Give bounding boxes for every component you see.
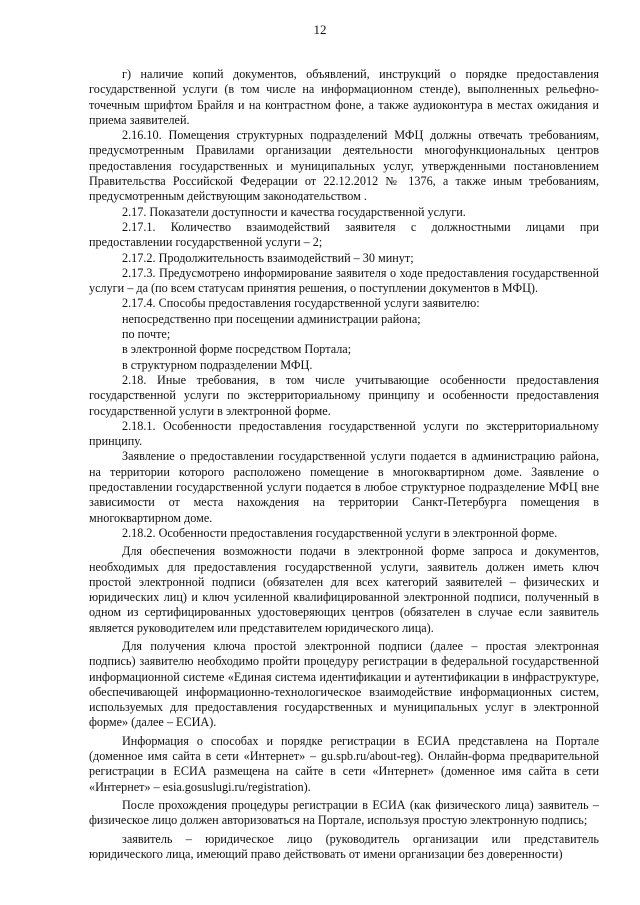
paragraph: Заявление о предоставлении государственной услуги подается в администрацию района, на территории которого расположено помещение в многоквартирном доме. Заявление о предоставлении государственной услуги подается в любое структурное подразделение МФЦ вне зависимости от места нахождения на территории Санкт-Петербурга помещения в многоквартирном доме. (89, 449, 599, 525)
paragraph: 2.17.4. Способы предоставления государственной услуги заявителю: (122, 296, 480, 311)
list-item: в структурном подразделении МФЦ. (122, 357, 313, 372)
paragraph: 2.18. Иные требования, в том числе учитывающие особенности предоставления государственной услуги по экстерриториальному принципу и особенности предоставления государственной услуги в электронной форме. (89, 372, 599, 418)
list-item: непосредственно при посещении администрации района; (122, 311, 421, 326)
paragraph: заявитель – юридическое лицо (руководитель организации или представитель юридического лица, имеющий право действовать от имени организации без доверенности) (89, 831, 599, 861)
paragraph: 2.18.1. Особенности предоставления государственной услуги по экстерриториальному принципу. (89, 418, 599, 449)
paragraph: Для обеспечения возможности подачи в электронной форме запроса и документов, необходимых для предоставления государственной услуги, заявитель должен иметь ключ простой электронной подписи (обязателен для всех категорий заявителей – физических и юридических лиц) и ключ усиленной квалифицированной электронной подписи, полученный в одном из сертифицированных удостоверяющих центров (обязателен в случае если заявитель является руководителем или представителем юридического лица). (89, 544, 599, 635)
paragraph: 2.17.1. Количество взаимодействий заявителя с должностными лицами при предоставлении государственной услуги – 2; (89, 219, 599, 250)
paragraph: г) наличие копий документов, объявлений, инструкций о порядке предоставления государственной услуги (в том числе на информационном стенде), выполненных рельефно-точечным шрифтом Брайля и на контрастном фоне, а также аудиоконтура в местах ожидания и приема заявителей. (89, 67, 599, 127)
paragraph: 2.17.2. Продолжительность взаимодействий – 30 минут; (122, 250, 414, 265)
paragraph: 2.18.2. Особенности предоставления государственной услуги в электронной форме. (122, 525, 558, 540)
paragraph: 2.16.10. Помещения структурных подразделений МФЦ должны отвечать требованиям, предусмотренным Правилами организации деятельности многофункциональных центров предоставления государственных и муниципальных услуг, утвержденными постановлением Правительства Российской Федерации от 22.12.2012 № 1376, а также иным требованиям, предусмотренным действующим законодательством . (89, 128, 599, 204)
page-number: 12 (313, 22, 327, 37)
list-item: по почте; (122, 327, 171, 342)
paragraph: 2.17.3. Предусмотрено информирование заявителя о ходе предоставления государственной услуги – да (по всем статусам принятия решения, о поступлении документов в МФЦ). (89, 265, 599, 296)
paragraph: Для получения ключа простой электронной подписи (далее – простая электронная подпись) заявителю необходимо пройти процедуру регистрации в федеральной государственной информационной системе «Единая система идентификации и аутентификации в инфраструктуре, обеспечивающей информационно-технологическое взаимодействие информационных систем, используемых для предоставления государственных и муниципальных услуг в электронной форме» (далее – ЕСИА). (89, 638, 599, 730)
document-body (89, 67, 599, 862)
paragraph: Информация о способах и порядке регистрации в ЕСИА представлена на Портале (доменное имя сайта в сети «Интернет» – gu.spb.ru/about-reg). Онлайн-форма предварительной регистрации в ЕСИА размещена на сайте в сети «Интернет» (доменное имя сайта в сети «Интернет» – esia.gosuslugi.ru/registration). (89, 733, 599, 794)
paragraph: После прохождения процедуры регистрации в ЕСИА (как физического лица) заявитель – физическое лицо должен авторизоваться на Портале, используя простую электронную подпись; (89, 797, 599, 828)
paragraph: 2.17. Показатели доступности и качества государственной услуги. (122, 204, 466, 219)
list-item: в электронной форме посредством Портала; (122, 342, 352, 357)
